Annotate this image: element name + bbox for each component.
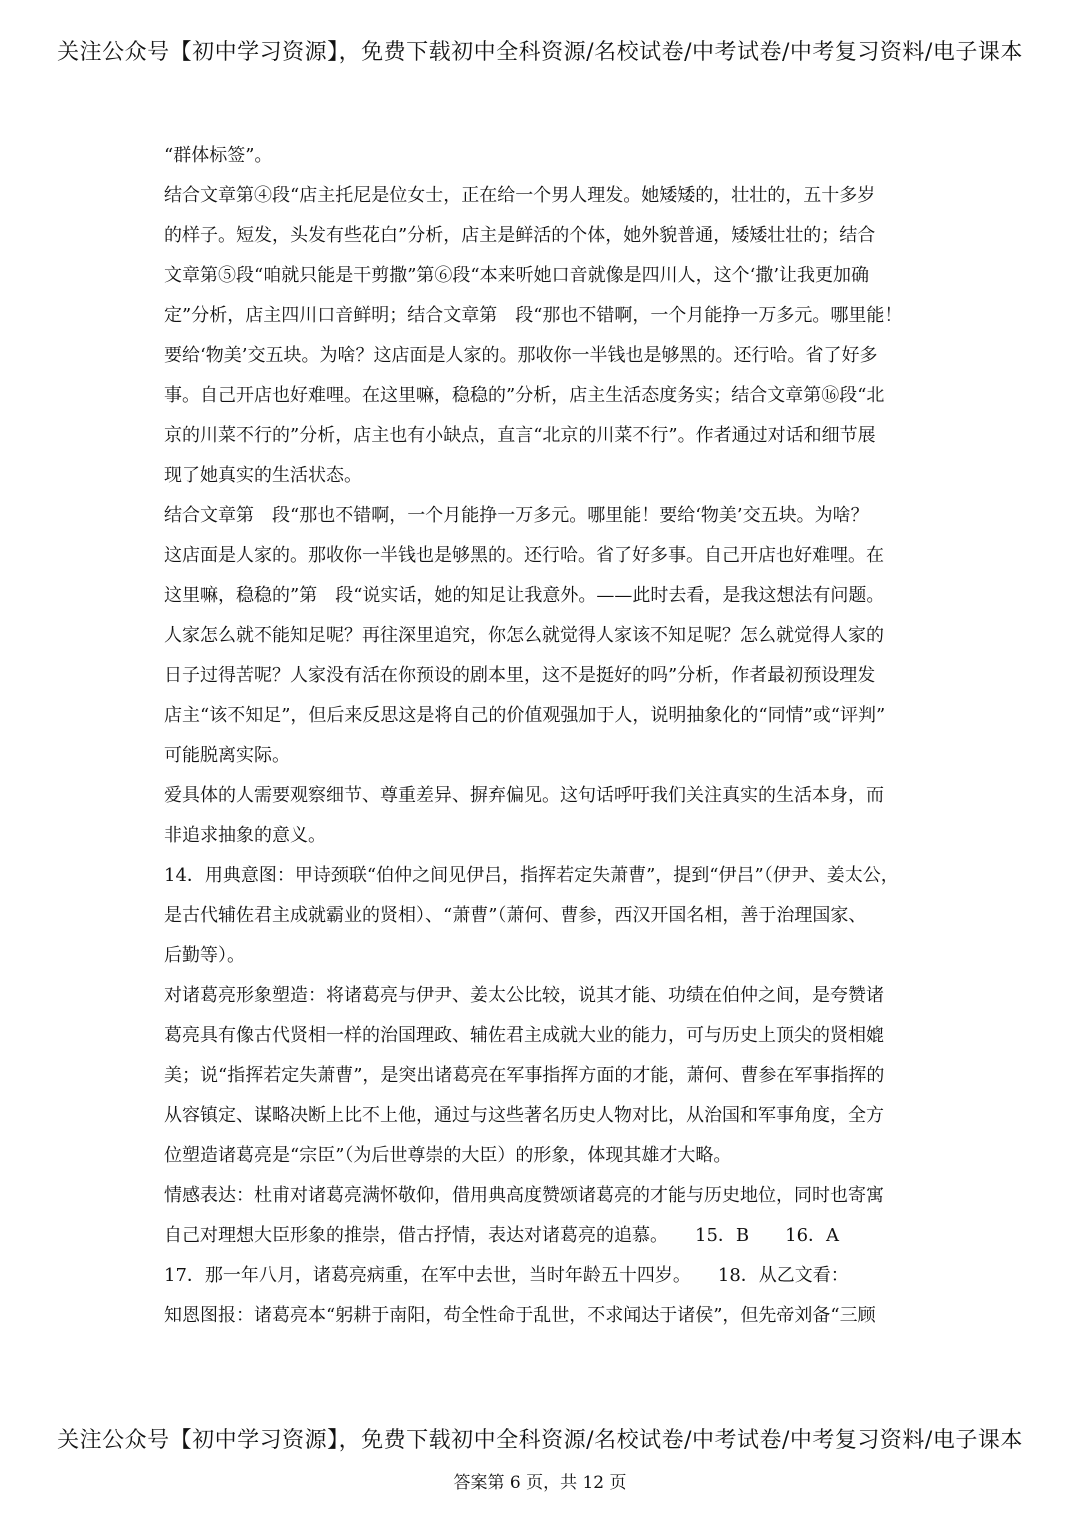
footer-banner: 关注公众号【初中学习资源】，免费下载初中全科资源/名校试卷/中考试卷/中考复习资料/电子课本 <box>57 1428 1023 1453</box>
text-line: 京的川菜不行的”分析，店主也有小缺点，直言“北京的川菜不行”。作者通过对话和细节展 <box>164 425 876 446</box>
text-line: 店主“该不知足”，但后来反思这是将自己的价值观强加于人，说明抽象化的“同情”或“评判” <box>164 705 886 726</box>
text-line: 现了她真实的生活状态。 <box>164 465 362 486</box>
text-line: 位塑造诸葛亮是“宗臣”（为后世尊崇的大臣）的形象，体现其雄才大略。 <box>164 1145 732 1166</box>
text-line: 这店面是人家的。那收你一半钱也是够黑的。还行哈。省了好多事。自己开店也好难哩。在 <box>164 545 884 566</box>
header-banner: 关注公众号【初中学习资源】，免费下载初中全科资源/名校试卷/中考试卷/中考复习资料/电子课本 <box>57 40 1023 65</box>
text-line: 结合文章第④段“店主托尼是位女士，正在给一个男人理发。她矮矮的，壮壮的，五十多岁 <box>164 185 876 206</box>
text-line: 17．那一年八月，诸葛亮病重，在军中去世，当时年龄五十四岁。 18．从乙文看： <box>164 1265 849 1286</box>
text-line: 是古代辅佐君主成就霸业的贤相）、“萧曹”（萧何、曹参，西汉开国名相，善于治理国家、 <box>164 905 867 926</box>
text-line: 的样子。短发，头发有些花白”分析，店主是鲜活的个体，她外貌普通，矮矮壮壮的；结合 <box>164 225 876 246</box>
answer-text-body <box>164 136 934 1336</box>
text-line: 非追求抽象的意义。 <box>164 825 326 846</box>
text-line: 人家怎么就不能知足呢？再往深里追究，你怎么就觉得人家该不知足呢？怎么就觉得人家的 <box>164 625 884 646</box>
page-number: 答案第 6 页，共 12 页 <box>453 1473 627 1493</box>
text-line: 爱具体的人需要观察细节、尊重差异、摒弃偏见。这句话呼吁我们关注真实的生活本身，而 <box>164 785 884 806</box>
text-line: “群体标签”。 <box>164 145 273 166</box>
text-line: 这里嘛，稳稳的”第 段“说实话，她的知足让我意外。——此时去看，是我这想法有问题。 <box>164 585 885 606</box>
text-line: 自己对理想大臣形象的推崇，借古抒情，表达对诸葛亮的追慕。 15．B 16．A <box>164 1225 840 1246</box>
text-line: 结合文章第 段“那也不错啊，一个月能挣一万多元。哪里能！要给‘物美’交五块。为啥？ <box>164 505 869 526</box>
text-line: 对诸葛亮形象塑造：将诸葛亮与伊尹、姜太公比较，说其才能、功绩在伯仲之间，是夸赞诸 <box>164 985 884 1006</box>
text-line: 文章第⑤段“咱就只能是干剪撒”第⑥段“本来听她口音就像是四川人，这个‘撒’让我更加确 <box>164 265 870 286</box>
text-line: 要给‘物美’交五块。为啥？这店面是人家的。那收你一半钱也是够黑的。还行哈。省了好多 <box>164 345 878 366</box>
text-line: 美；说“指挥若定失萧曹”，是突出诸葛亮在军事指挥方面的才能，萧何、曹参在军事指挥的 <box>164 1065 885 1086</box>
text-line: 知恩图报：诸葛亮本“躬耕于南阳，苟全性命于乱世，不求闻达于诸侯”，但先帝刘备“三顾 <box>164 1305 876 1326</box>
text-line: 日子过得苦呢？人家没有活在你预设的剧本里，这不是挺好的吗”分析，作者最初预设理发 <box>164 665 876 686</box>
text-line: 情感表达：杜甫对诸葛亮满怀敬仰，借用典高度赞颂诸葛亮的才能与历史地位，同时也寄寓 <box>164 1185 884 1206</box>
text-line: 葛亮具有像古代贤相一样的治国理政、辅佐君主成就大业的能力，可与历史上顶尖的贤相媲 <box>164 1025 884 1046</box>
text-line: 可能脱离实际。 <box>164 745 290 766</box>
text-line: 后勤等）。 <box>164 945 245 966</box>
text-line: 事。自己开店也好难哩。在这里嘛，稳稳的”分析，店主生活态度务实；结合文章第⑯段“北 <box>164 385 885 406</box>
text-line: 从容镇定、谋略决断上比不上他，通过与这些著名历史人物对比，从治国和军事角度，全方 <box>164 1105 884 1126</box>
text-line: 定”分析，店主四川口音鲜明；结合文章第 段“那也不错啊，一个月能挣一万多元。哪里能！ <box>164 305 903 326</box>
text-line: 14．用典意图：甲诗颈联“伯仲之间见伊吕，指挥若定失萧曹”，提到“伊吕”（伊尹、姜太公， <box>164 865 899 886</box>
